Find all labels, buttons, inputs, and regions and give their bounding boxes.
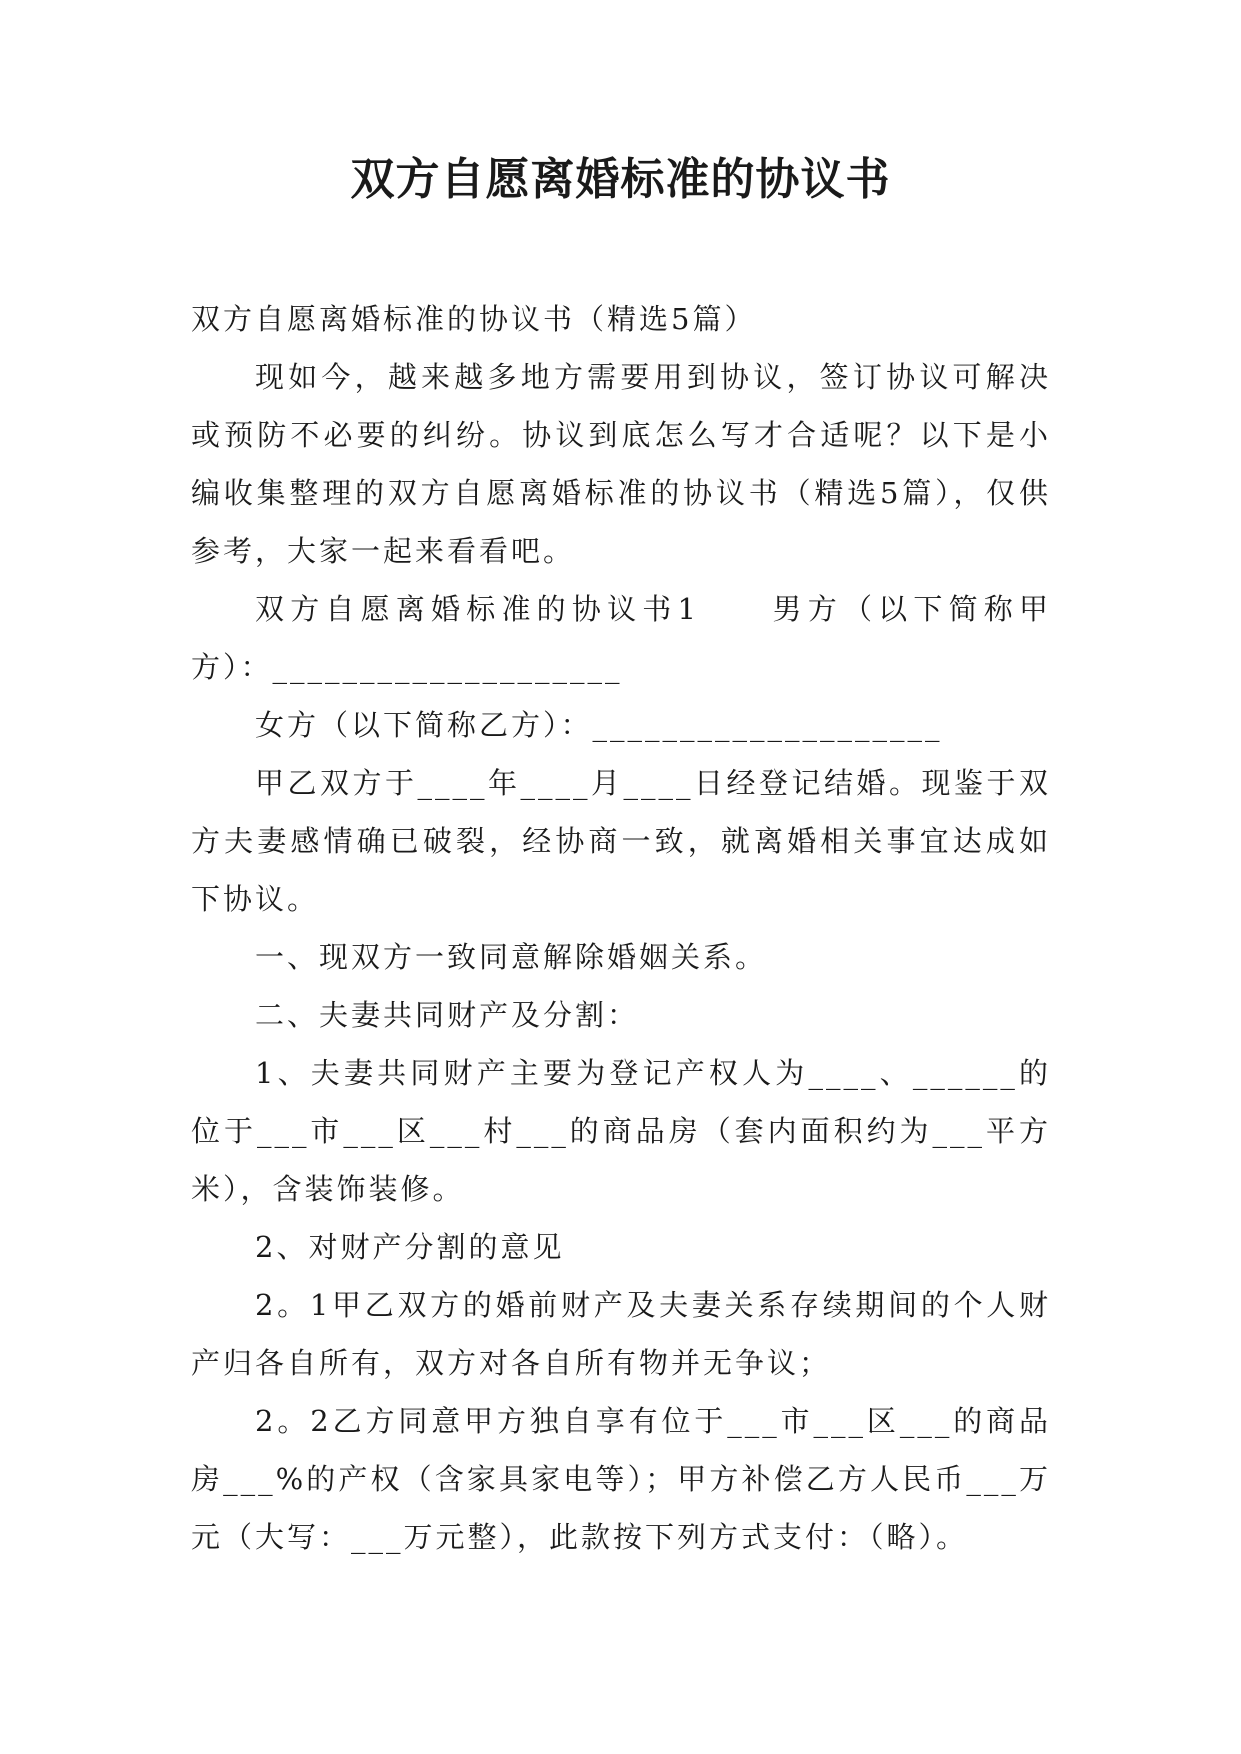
party-b-line: 女方（以下简称乙方）：____________________ — [255, 708, 943, 742]
marriage-statement-paragraph: 甲乙双方于____年____月____日经登记结婚。现鉴于双方夫妻感情确已破裂，经协商一致，就离婚相关事宜达成如下协议。 — [191, 766, 1051, 916]
party-a-line: 双方自愿离婚标准的协议书1 男方（以下简称甲方）：____________________ — [191, 592, 1051, 684]
clause-2-2-1: 2。1甲乙双方的婚前财产及夫妻关系存续期间的个人财产归各自所有，双方对各自所有物并无争议； — [191, 1288, 1051, 1380]
document-body — [191, 290, 1051, 1566]
clause-1: 一、现双方一致同意解除婚姻关系。 — [255, 940, 768, 974]
clause-2-heading: 二、夫妻共同财产及分割： — [255, 998, 640, 1032]
document-title: 双方自愿离婚标准的协议书 — [350, 154, 891, 205]
clause-2-2-2: 2。2乙方同意甲方独自享有位于___市___区___的商品房___%的产权（含家具家电等）；甲方补偿乙方人民币___万元（大写：___万元整），此款按下列方式支付：（略）。 — [191, 1404, 1051, 1554]
clause-2-2-heading: 2、对财产分割的意见 — [255, 1230, 565, 1264]
subtitle-paragraph: 双方自愿离婚标准的协议书（精选5篇） — [191, 302, 757, 336]
intro-paragraph: 现如今，越来越多地方需要用到协议，签订协议可解决或预防不必要的纠纷。协议到底怎么写才合适呢？以下是小编收集整理的双方自愿离婚标准的协议书（精选5篇），仅供参考，大家一起来看看吧。 — [191, 360, 1051, 568]
clause-2-1: 1、夫妻共同财产主要为登记产权人为____、______的位于___市___区___村___的商品房（套内面积约为___平方米），含装饰装修。 — [191, 1056, 1051, 1206]
